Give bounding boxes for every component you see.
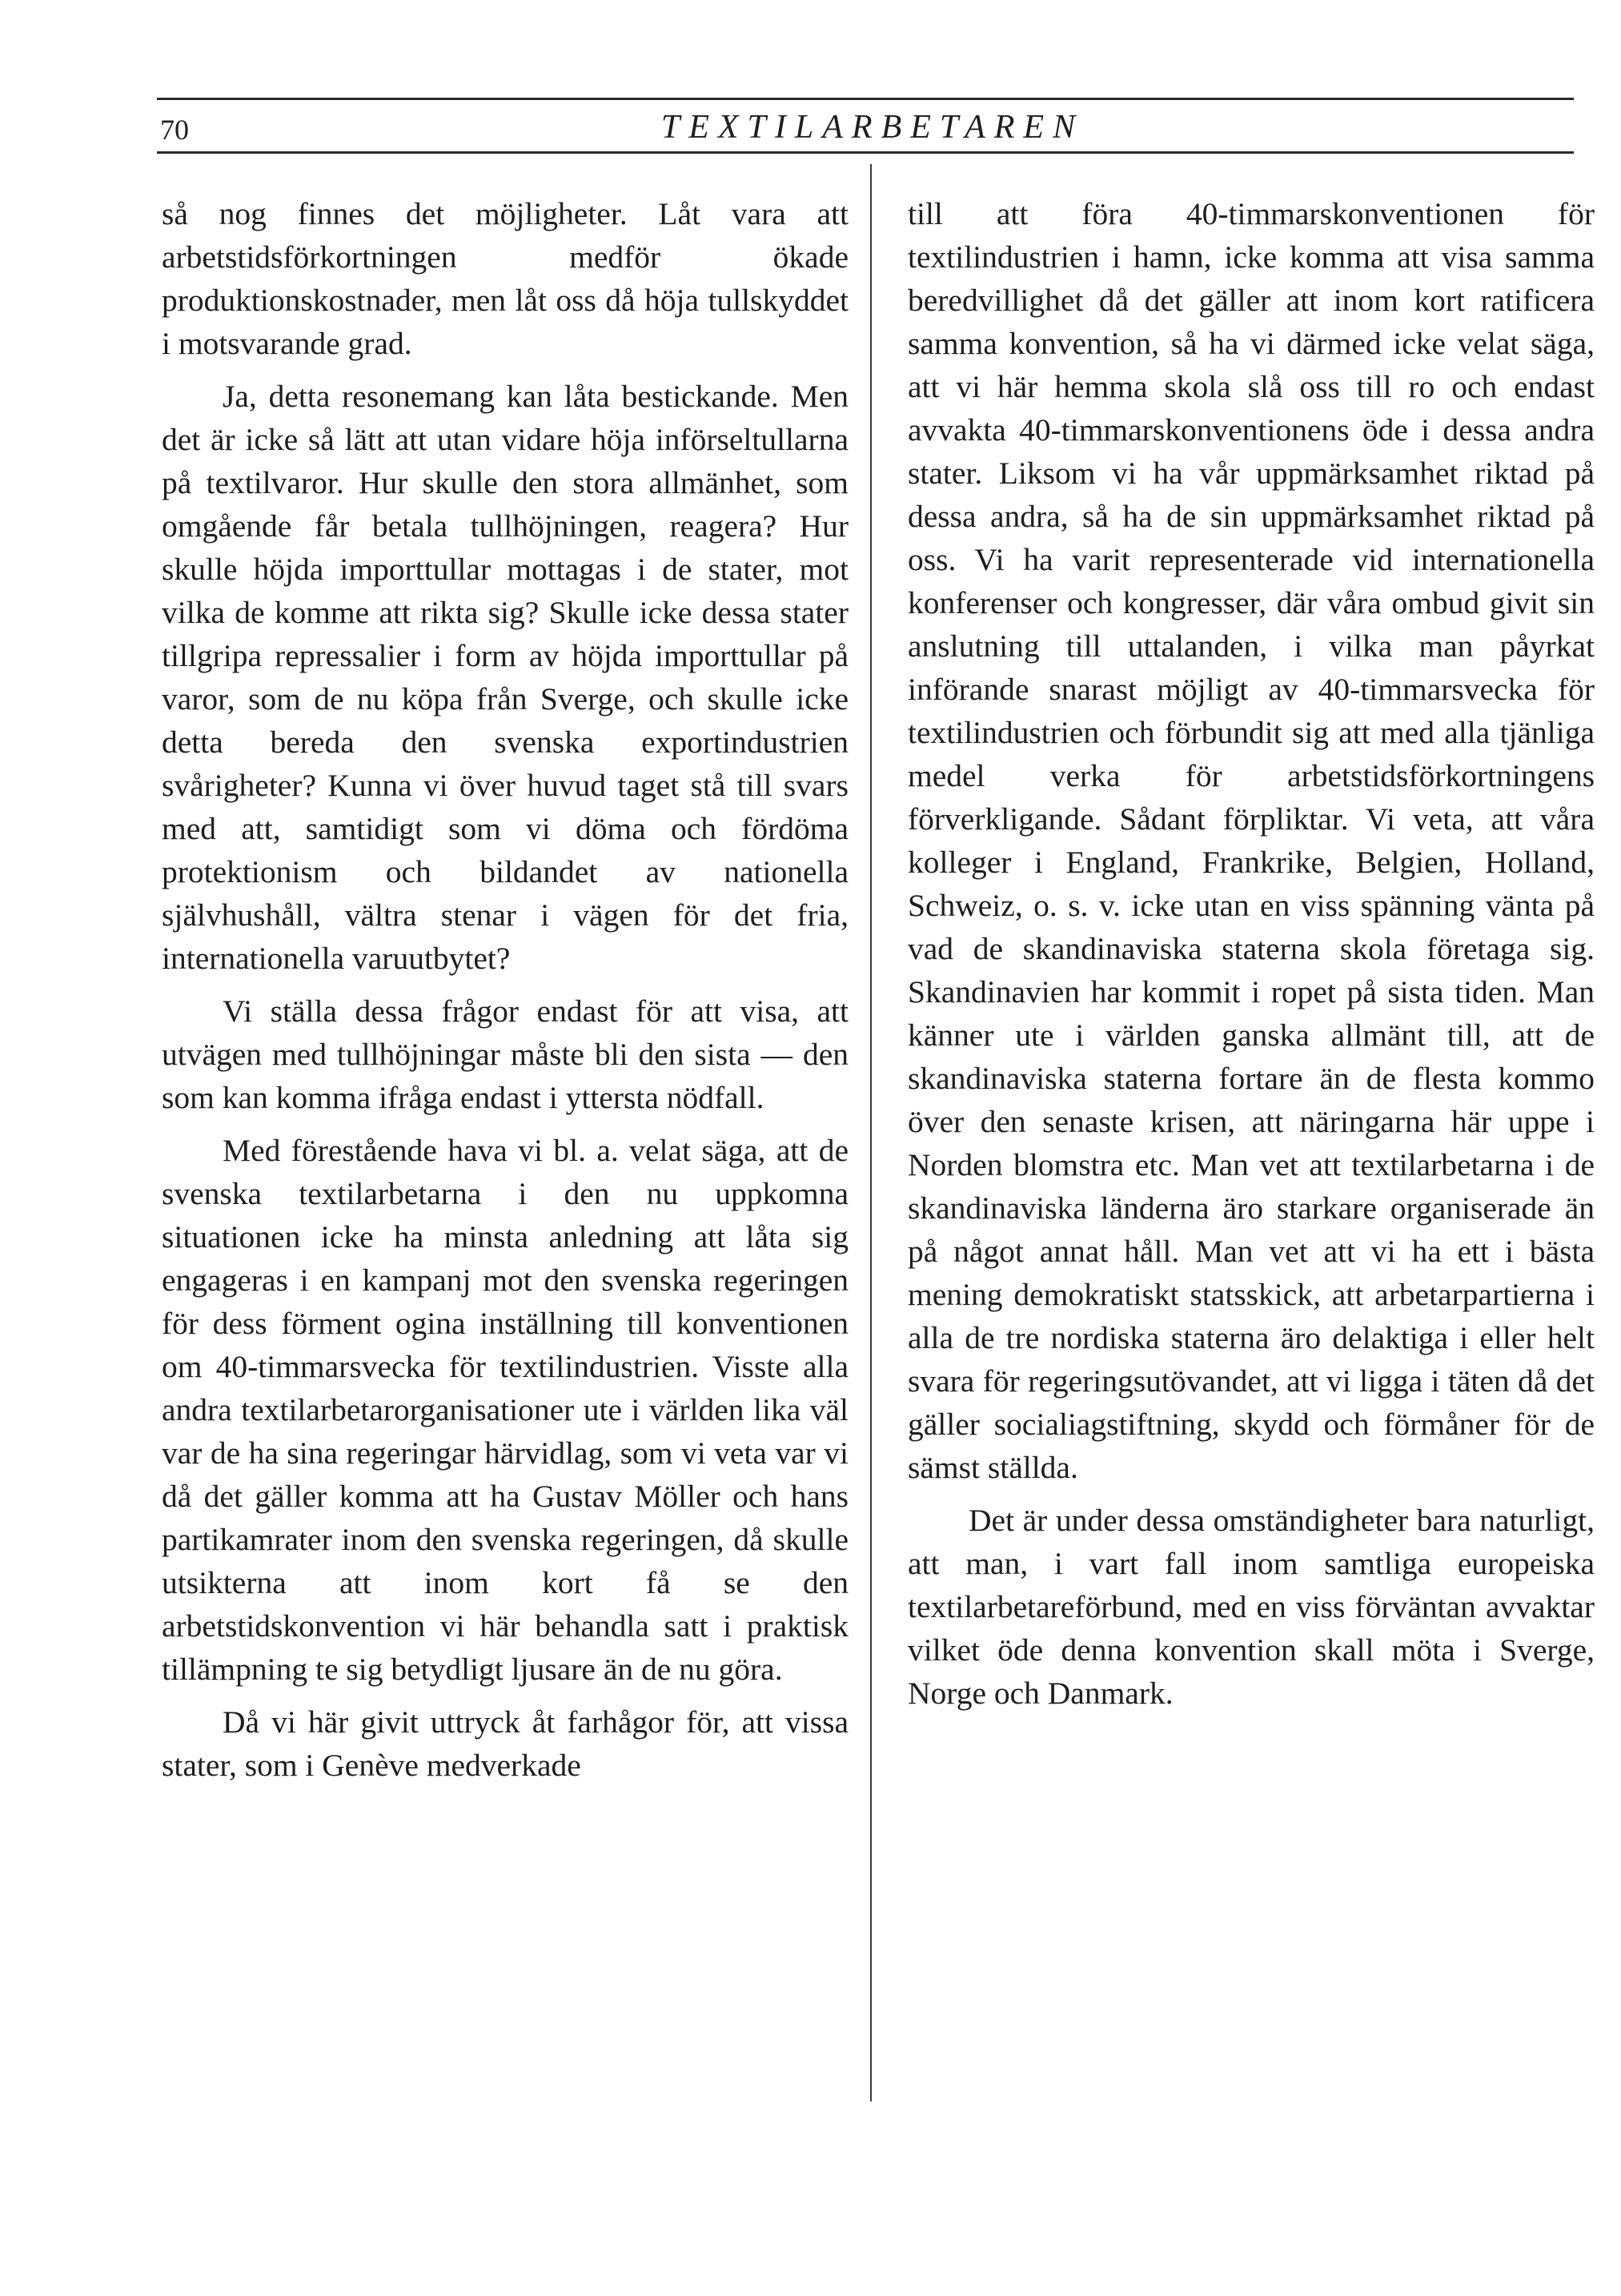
right-column [908, 192, 1595, 1724]
paragraph: så nog finnes det möjligheter. Låt vara att arbetstidsförkortningen medför ökade produktionskostnader, men låt oss då höja tullskyddet i motsvarande grad. [162, 196, 849, 361]
paragraph: Det är under dessa omständigheter bara naturligt, att man, i vart fall inom samtliga europeiska textilarbetareförbund, med en viss förväntan avvaktar vilket öde denna konvention skall möta i Sverge, Norge och Danmark. [908, 1503, 1595, 1711]
left-column [162, 192, 849, 1796]
paragraph: Vi ställa dessa frågor endast för att visa, att utvägen med tullhöjningar måste bli den sista — den som kan komma ifråga endast i yttersta nödfall. [162, 993, 849, 1115]
header-top-rule [157, 98, 1574, 100]
header-bottom-rule [157, 151, 1574, 154]
running-title: TEXTILARBETAREN [660, 109, 1085, 146]
page-number: 70 [160, 114, 189, 146]
paragraph: Med förestående hava vi bl. a. velat säga, att de svenska textilarbetarna i den nu uppkomna situationen icke ha minsta anledning att låta sig engageras i en kampanj mot den svenska regeringen för dess förment ogina inställning till konventionen om 40-timmarsvecka för textilindustrien. Visste alla andra textilarbetarorganisationer ute i världen lika väl var de ha sina regeringar härvidlag, som vi veta var vi då det gäller komma att ha Gustav Möller och hans partikamrater inom den svenska regeringen, då skulle utsikterna att inom kort få se den arbetstidskonvention vi här behandla satt i praktisk tillämpning te sig betydligt ljusare än de nu göra. [162, 1133, 849, 1687]
paragraph: till att föra 40-timmarskonventionen för textilindustrien i hamn, icke komma att visa samma beredvillighet då det gäller att inom kort ratificera samma konvention, så ha vi därmed icke velat säga, att vi här hemma skola slå oss till ro och endast avvakta 40-timmarskonventionens öde i dessa andra stater. Liksom vi ha vår uppmärksamhet riktad på dessa andra, så ha de sin uppmärksamhet riktad på oss. Vi ha varit representerade vid internationella konferenser och kongresser, där våra ombud givit sin anslutning till uttalanden, i vilka man påyrkat införande snarast möjligt av 40-timmarsvecka för textilindustrien och förbundit sig att med alla tjänliga medel verka för arbetstidsförkortningens förverkligande. Sådant förpliktar. Vi veta, att våra kolleger i England, Frankrike, Belgien, Holland, Schweiz, o. s. v. icke utan en viss spänning vänta på vad de skandinaviska staterna skola företaga sig. Skandinavien har kommit i ropet på sista tiden. Man känner ute i världen ganska allmänt till, att de skandinaviska staterna fortare än de flesta kommo över den senaste krisen, att näringarna här uppe i Norden blomstra etc. Man vet att textilarbetarna i de skandinaviska länderna äro starkare organiserade än på något annat håll. Man vet att vi ha ett i bästa mening demokratiskt statsskick, att arbetarpartierna i alla de tre nordiska staterna äro delaktiga i eller helt svara för regeringsutövandet, att vi ligga i täten då det gäller socialiagstiftning, skydd och förmåner för de sämst ställda. [908, 196, 1595, 1485]
column-divider [870, 164, 872, 2101]
paragraph: Ja, detta resonemang kan låta bestickande. Men det är icke så lätt att utan vidare höja införseltullarna på textilvaror. Hur skulle den stora allmänhet, som omgående får betala tullhöjningen, reagera? Hur skulle höjda importtullar mottagas i de stater, mot vilka de komme att rikta sig? Skulle icke dessa stater tillgripa repressalier i form av höjda importtullar på varor, som de nu köpa från Sverge, och skulle icke detta bereda den svenska exportindustrien svårigheter? Kunna vi över huvud taget stå till svars med att, samtidigt som vi döma och fördöma protektionism och bildandet av nationella självhushåll, vältra stenar i vägen för det fria, internationella varuutbytet? [162, 379, 849, 976]
paragraph: Då vi här givit uttryck åt farhågor för, att vissa stater, som i Genève medverkade [162, 1704, 849, 1783]
